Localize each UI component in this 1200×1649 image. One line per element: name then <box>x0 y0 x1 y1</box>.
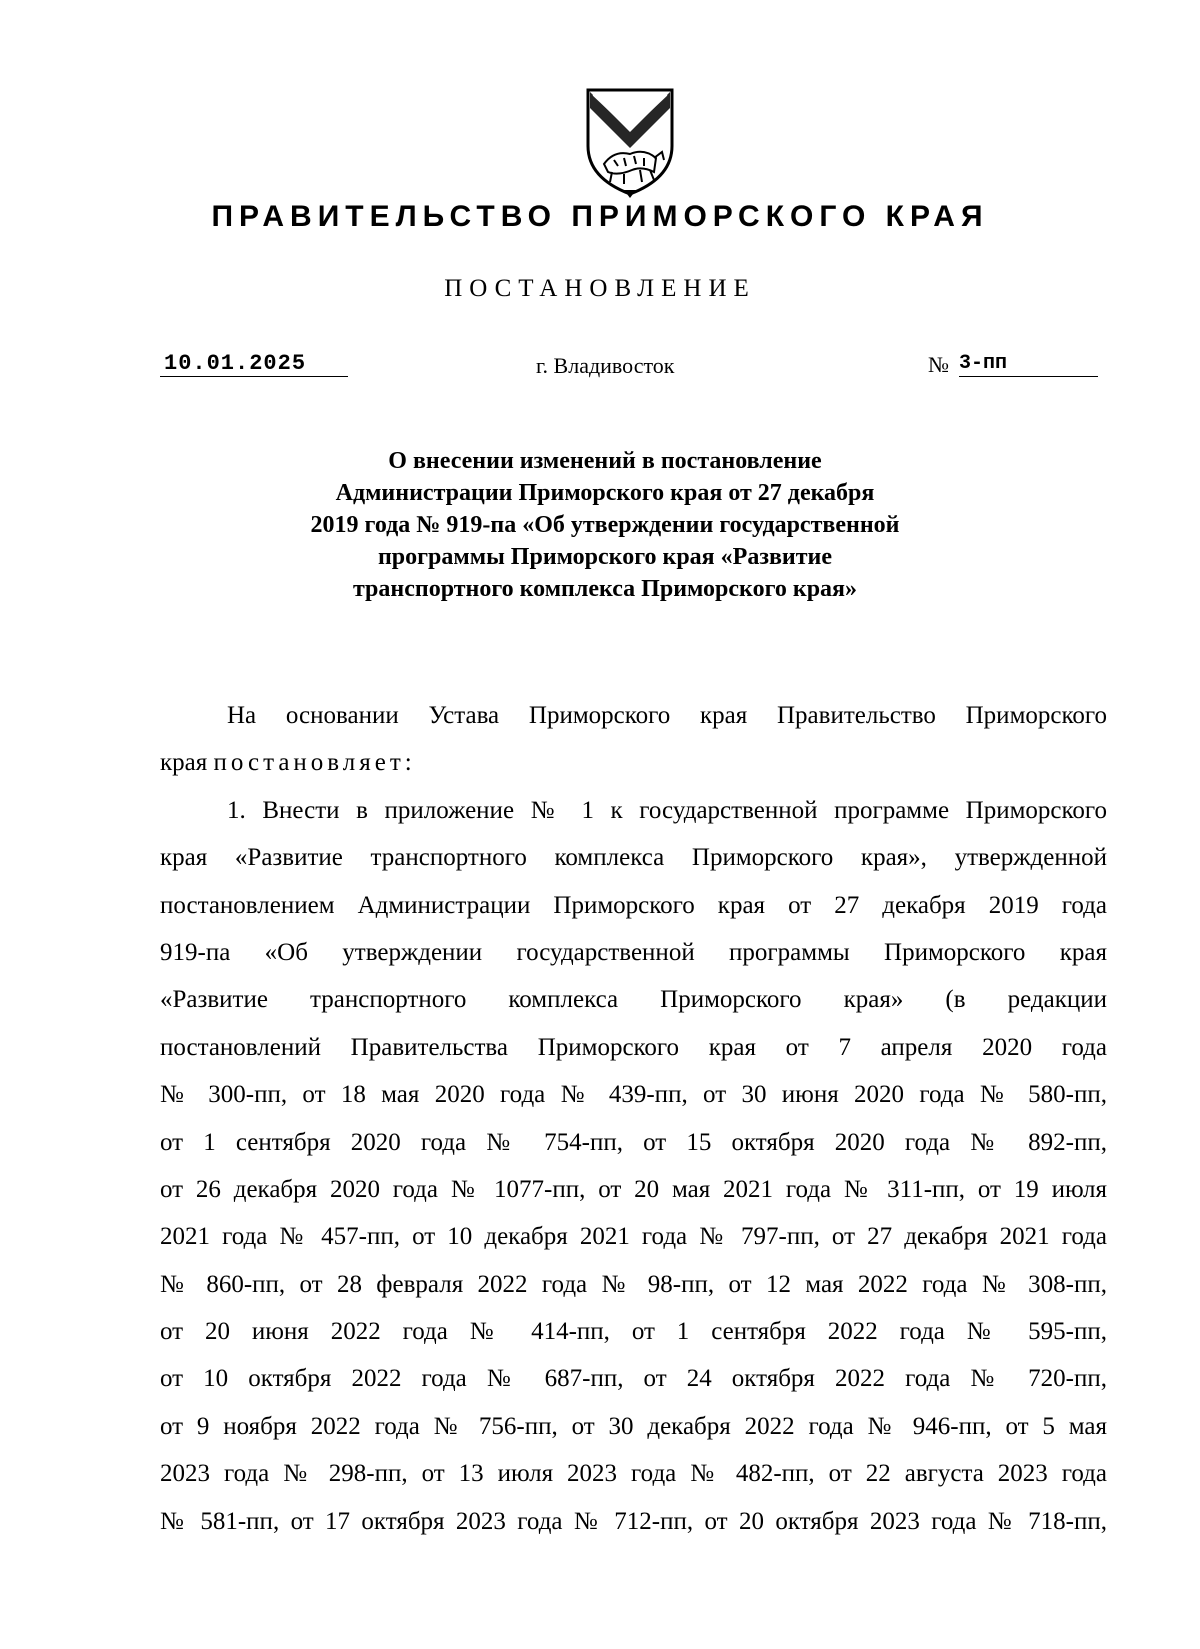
body-line: края «Развитие транспортного комплекса Приморского края», утвержденной <box>160 844 1107 872</box>
coat-of-arms-emblem <box>584 86 676 198</box>
document-number-value: 3-пп <box>959 352 1098 377</box>
title-line: программы Приморского края «Развитие <box>377 544 833 570</box>
body-line: На основании Устава Приморского края Правительство Приморского <box>227 702 1107 729</box>
document-type: ПОСТАНОВЛЕНИЕ <box>444 275 756 302</box>
document-title <box>210 445 1000 605</box>
body-line: 2023 года № 298-пп, от 13 июля 2023 года № 482-пп, от 22 августа 2023 года <box>160 1460 1107 1488</box>
body-line: № 581-пп, от 17 октября 2023 года № 712-пп, от 20 октября 2023 года № 718-пп, <box>160 1507 1107 1535</box>
body-line: постановлений Правительства Приморского края от 7 апреля 2020 года <box>160 1033 1107 1061</box>
document-date-value: 10.01.2025 <box>164 351 307 376</box>
title-line: транспортного комплекса Приморского края» <box>352 576 858 602</box>
document-city: г. Владивосток <box>536 353 675 378</box>
document-date <box>160 352 348 377</box>
body-line: № 300-пп, от 18 мая 2020 года № 439-пп, от 30 июня 2020 года № 580-пп, <box>160 1081 1107 1109</box>
body-text: края <box>160 749 214 777</box>
document-number <box>928 352 1098 377</box>
body-line: 919-па «Об утверждении государственной программы Приморского края <box>160 938 1107 966</box>
body-line: постановлением Администрации Приморского края от 27 декабря 2019 года <box>160 891 1107 919</box>
body-line: от 10 октября 2022 года № 687-пп, от 24 октября 2022 года № 720-пп, <box>160 1365 1107 1393</box>
body-line: от 9 ноября 2022 года № 756-пп, от 30 декабря 2022 года № 946-пп, от 5 мая <box>160 1412 1107 1440</box>
document-number-label: № <box>928 352 949 377</box>
body-line: от 20 июня 2022 года № 414-пп, от 1 сентября 2022 года № 595-пп, <box>160 1318 1107 1346</box>
title-line: Администрации Приморского края от 27 декабря <box>335 480 875 506</box>
body-line: от 1 сентября 2020 года № 754-пп, от 15 октября 2020 года № 892-пп, <box>160 1128 1107 1156</box>
organization-name: ПРАВИТЕЛЬСТВО ПРИМОРСКОГО КРАЯ <box>211 200 989 233</box>
title-line: О внесении изменений в постановление <box>388 448 822 474</box>
document-body <box>160 692 1107 1545</box>
body-line: 2021 года № 457-пп, от 10 декабря 2021 года № 797-пп, от 27 декабря 2021 года <box>160 1223 1107 1251</box>
title-line: 2019 года № 919-па «Об утверждении государственной <box>310 512 900 538</box>
body-line: № 860-пп, от 28 февраля 2022 года № 98-пп, от 12 мая 2022 года № 308-пп, <box>160 1270 1107 1298</box>
resolution-word: постановляет: <box>213 749 416 777</box>
body-line: от 26 декабря 2020 года № 1077-пп, от 20 мая 2021 года № 311-пп, от 19 июля <box>160 1175 1107 1203</box>
body-line <box>160 739 1107 786</box>
body-line: 1. Внести в приложение № 1 к государственной программе Приморского <box>227 796 1107 824</box>
body-line: «Развитие транспортного комплекса Приморского края» (в редакции <box>160 986 1107 1014</box>
